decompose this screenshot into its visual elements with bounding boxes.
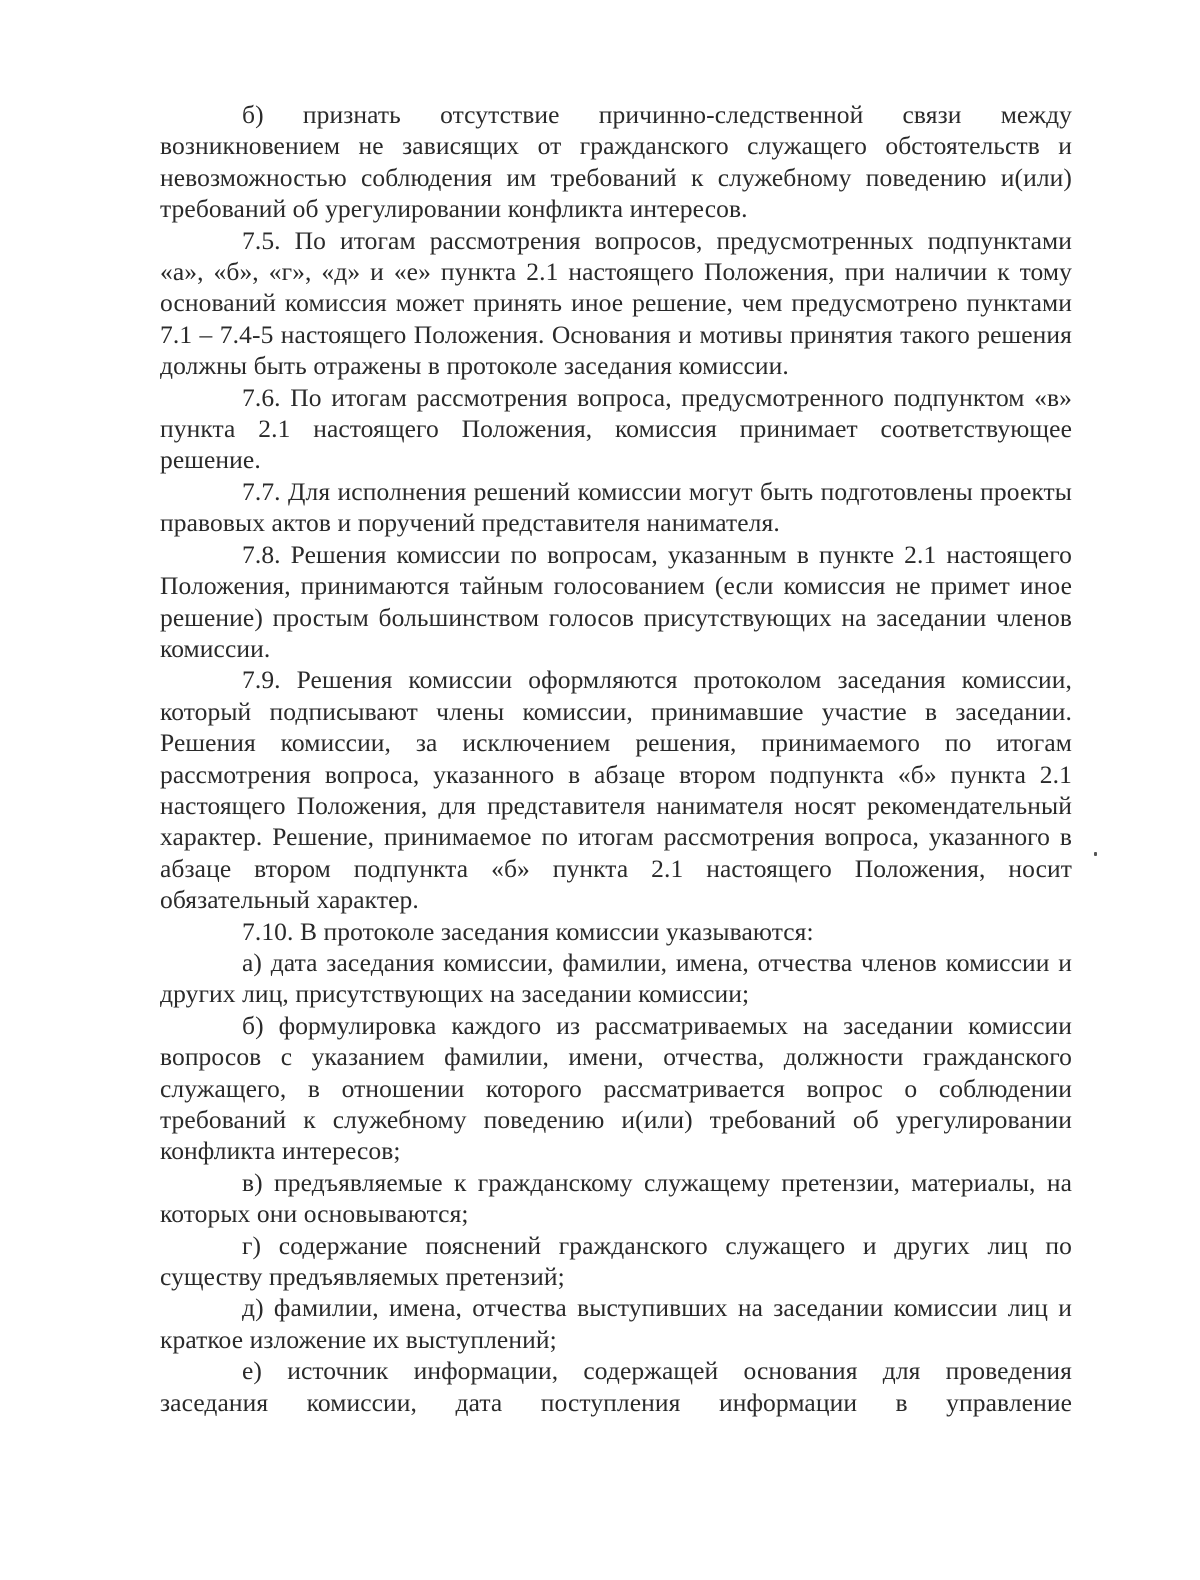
paragraph-7-10: 7.10. В протоколе заседания комиссии указываются: bbox=[242, 916, 814, 946]
list-item-v: в) предъявляемые к гражданскому служащему претензии, материалы, на которых они основываются; bbox=[160, 1167, 1072, 1229]
document-body bbox=[160, 99, 1072, 1418]
paragraph-7-5: 7.5. По итогам рассмотрения вопросов, предусмотренных подпунктами «а», «б», «г», «д» и «е» пункта 2.1 настоящего Положения, при наличии к тому оснований комиссия может принять иное решение, чем предусмотрено пунктами 7.1 – 7.4-5 настоящего Положения. Основания и мотивы принятия такого решения должны быть отражены в протоколе заседания комиссии. bbox=[160, 225, 1072, 381]
list-item-e: е) источник информации, содержащей основания для проведения заседания комиссии, дата поступления информации в управление bbox=[160, 1356, 1072, 1417]
paragraph-7-9: 7.9. Решения комиссии оформляются протоколом заседания комиссии, который подписывают члены комиссии, принимавшие участие в заседании. Решения комиссии, за исключением решения, принимаемого по итогам рассмотрения вопроса, указанного в абзаце втором подпункта «б» пункта 2.1 настоящего Положения, для представителя нанимателя носят рекомендательный характер. Решение, принимаемое по итогам рассмотрения вопроса, указанного в абзаце втором подпункта «б» пункта 2.1 настоящего Положения, носит обязательный характер. bbox=[160, 665, 1072, 915]
paragraph-7-4-b: б) признать отсутствие причинно-следственной связи между возникновением не зависящих от гражданского служащего обстоятельств и невозможностью соблюдения им требований к служебному поведению и(или) требований об урегулировании конфликта интересов. bbox=[160, 100, 1072, 224]
list-item-g: г) содержание пояснений гражданского служащего и других лиц по существу предъявляемых претензий; bbox=[160, 1230, 1072, 1292]
paragraph-7-7: 7.7. Для исполнения решений комиссии могут быть подготовлены проекты правовых актов и поручений представителя нанимателя. bbox=[160, 476, 1072, 538]
paragraph-7-6: 7.6. По итогам рассмотрения вопроса, предусмотренного подпунктом «в» пункта 2.1 настоящего Положения, комиссия принимает соответствующее решение. bbox=[160, 382, 1072, 475]
scan-speck bbox=[1094, 852, 1097, 856]
list-item-d: д) фамилии, имена, отчества выступивших на заседании комиссии лиц и краткое изложение их выступлений; bbox=[160, 1293, 1072, 1354]
paragraph-7-8: 7.8. Решения комиссии по вопросам, указанным в пункте 2.1 настоящего Положения, принимаются тайным голосованием (если комиссия не примет иное решение) простым большинством голосов присутствующих на заседании членов комиссии. bbox=[160, 539, 1072, 663]
list-item-b: б) формулировка каждого из рассматриваемых на заседании комиссии вопросов с указанием фамилии, имени, отчества, должности гражданского служащего, в отношении которого рассматривается вопрос о соблюдении требований к служебному поведению и(или) требований об урегулировании конфликта интересов; bbox=[160, 1010, 1072, 1166]
list-item-a: а) дата заседания комиссии, фамилии, имена, отчества членов комиссии и других лиц, присутствующих на заседании комиссии; bbox=[160, 947, 1072, 1009]
